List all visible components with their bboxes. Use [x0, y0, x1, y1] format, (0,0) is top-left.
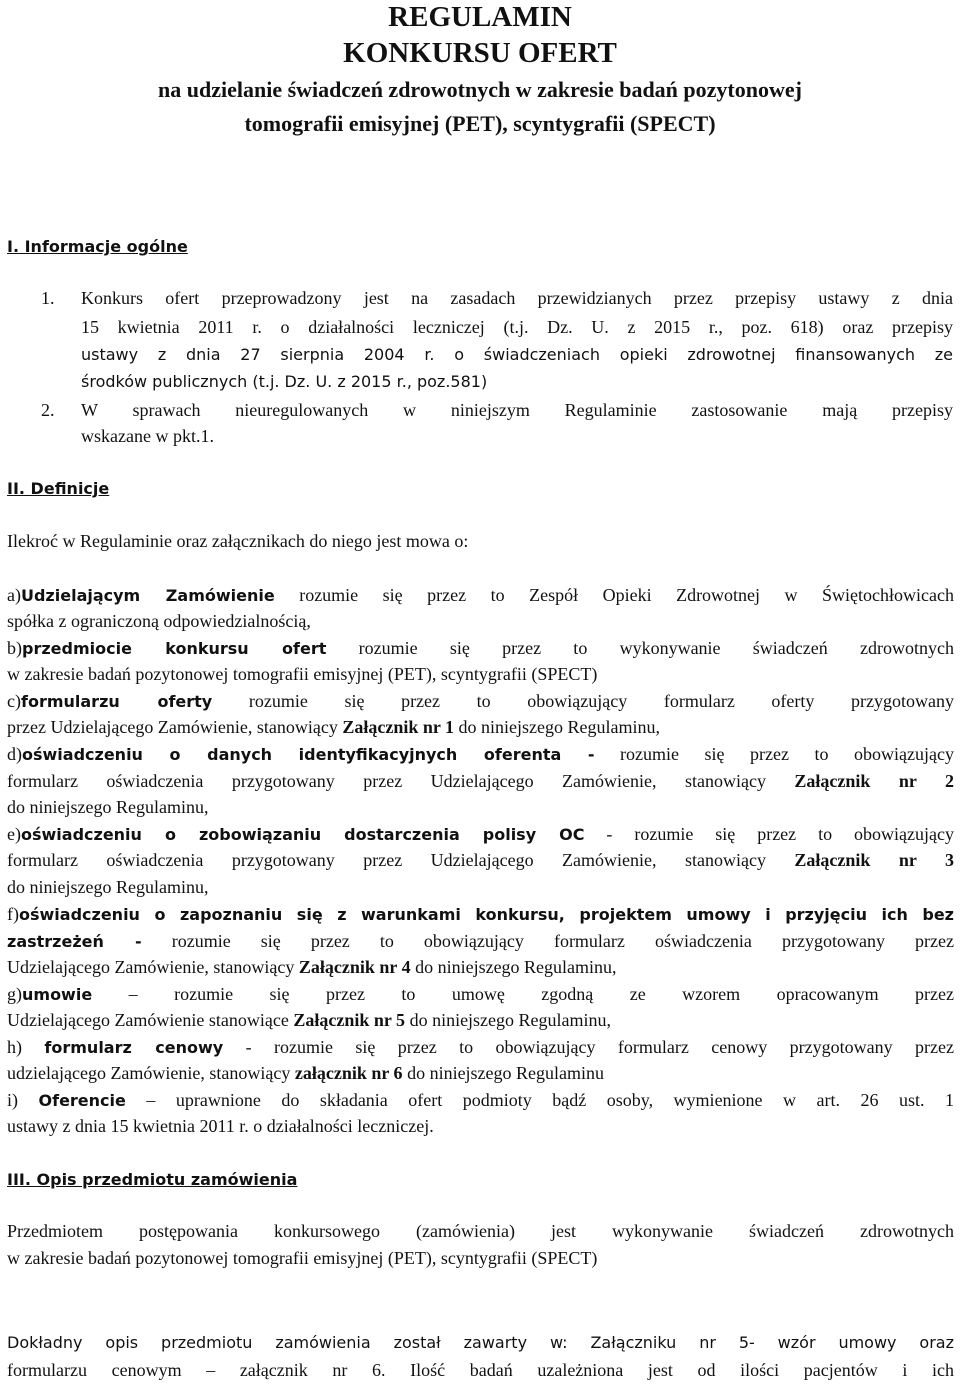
title-line-4: tomografii emisyjnej (PET), scyntygrafii (SPECT)	[244, 111, 716, 136]
definition-a-line-1: a)Udzielającym Zamówienie rozumie się przez to Zespół Opieki Zdrowotnej w Świętochłowicach	[7, 585, 954, 605]
definition-d-line-2: formularz oświadczenia przygotowany przez Udzielającego Zamówienie, stanowiący Załącznik nr 2	[7, 771, 954, 791]
definition-h-line-1: h) formularz cenowy - rozumie się przez to obowiązujący formularz cenowy przygotowany przez	[7, 1037, 954, 1057]
title-line-1: REGULAMIN	[388, 1, 572, 33]
paragraph-line: 15 kwietnia 2011 r. o działalności leczniczej (t.j. Dz. U. z 2015 r., poz. 618) oraz przepisy	[81, 317, 953, 337]
list-number: 2.	[41, 400, 55, 420]
definition-b-line-1: b)przedmiocie konkursu ofert rozumie się przez to wykonywanie świadczeń zdrowotnych	[7, 638, 954, 658]
definition-d-line-1: d)oświadczeniu o danych identyfikacyjnych oferenta - rozumie się przez to obowiązujący	[7, 744, 955, 764]
definition-i-line-2: ustawy z dnia 15 kwietnia 2011 r. o działalności leczniczej.	[7, 1116, 434, 1136]
section-heading-1: I. Informacje ogólne	[7, 237, 188, 256]
definition-g-line-2: Udzielającego Zamówienie stanowiące Załącznik nr 5 do niniejszego Regulaminu,	[7, 1010, 612, 1030]
definition-a-line-2: spółka z ograniczoną odpowiedzialnością,	[7, 611, 311, 631]
paragraph-line: środków publicznych (t.j. Dz. U. z 2015 r., poz.581)	[81, 372, 488, 391]
paragraph-line: wskazane w pkt.1.	[81, 426, 214, 446]
definition-f-line-2: zastrzeżeń - rozumie się przez to obowiązujący formularz oświadczenia przygotowany przez	[7, 931, 954, 951]
list-number: 1.	[41, 288, 55, 308]
paragraph-line: W sprawach nieuregulowanych w niniejszym Regulaminie zastosowanie mają przepisy	[81, 400, 953, 420]
title-line-3: na udzielanie świadczeń zdrowotnych w zakresie badań pozytonowej	[158, 77, 802, 102]
definition-f-line-3: Udzielającego Zamówienie, stanowiący Załącznik nr 4 do niniejszego Regulaminu,	[7, 957, 617, 977]
paragraph-line: Dokładny opis przedmiotu zamówienia został zawarty w: Załączniku nr 5- wzór umowy oraz	[7, 1333, 954, 1352]
definition-h-line-2: udzielającego Zamówienie, stanowiący załącznik nr 6 do niniejszego Regulaminu	[7, 1063, 605, 1083]
definition-e-line-3: do niniejszego Regulaminu,	[7, 877, 209, 897]
definition-f-line-1: f)oświadczeniu o zapoznaniu się z warunkami konkursu, projektem umowy i przyjęciu ich bez	[7, 904, 954, 924]
paragraph-line: formularzu cenowym – załącznik nr 6. Ilość badań uzależniona jest od ilości pacjentów i ich	[7, 1360, 954, 1380]
definition-i-line-1: i) Oferencie – uprawnione do składania ofert podmioty bądź osoby, wymienione w art. 26 ust. 1	[7, 1090, 955, 1110]
definition-c-line-2: przez Udzielającego Zamówienie, stanowiący Załącznik nr 1 do niniejszego Regulaminu,	[7, 717, 660, 737]
definition-d-line-3: do niniejszego Regulaminu,	[7, 797, 209, 817]
definition-e-line-2: formularz oświadczenia przygotowany przez Udzielającego Zamówienie, stanowiący Załącznik nr 3	[7, 850, 954, 870]
section-heading-2: II. Definicje	[7, 479, 110, 498]
paragraph-line: w zakresie badań pozytonowej tomografii emisyjnej (PET), scyntygrafii (SPECT)	[7, 1248, 598, 1268]
paragraph-line: Konkurs ofert przeprowadzony jest na zasadach przewidzianych przez przepisy ustawy z dnia	[81, 288, 953, 308]
definition-g-line-1: g)umowie – rozumie się przez to umowę zgodną ze wzorem opracowanym przez	[7, 984, 954, 1004]
definitions-intro: Ilekroć w Regulaminie oraz załącznikach do niego jest mowa o:	[7, 531, 469, 551]
section-heading-3: III. Opis przedmiotu zamówienia	[7, 1170, 298, 1189]
paragraph-line: Przedmiotem postępowania konkursowego (zamówienia) jest wykonywanie świadczeń zdrowotnych	[7, 1221, 954, 1241]
definition-b-line-2: w zakresie badań pozytonowej tomografii emisyjnej (PET), scyntygrafii (SPECT)	[7, 664, 598, 684]
title-line-2: KONKURSU OFERT	[343, 37, 617, 69]
paragraph-line: ustawy z dnia 27 sierpnia 2004 r. o świadczeniach opieki zdrowotnej finansowanych ze	[81, 345, 953, 364]
definition-c-line-1: c)formularzu oferty rozumie się przez to obowiązujący formularz oferty przygotowany	[7, 691, 954, 711]
definition-e-line-1: e)oświadczeniu o zobowiązaniu dostarczenia polisy OC - rozumie się przez to obowiązujący	[7, 824, 954, 844]
